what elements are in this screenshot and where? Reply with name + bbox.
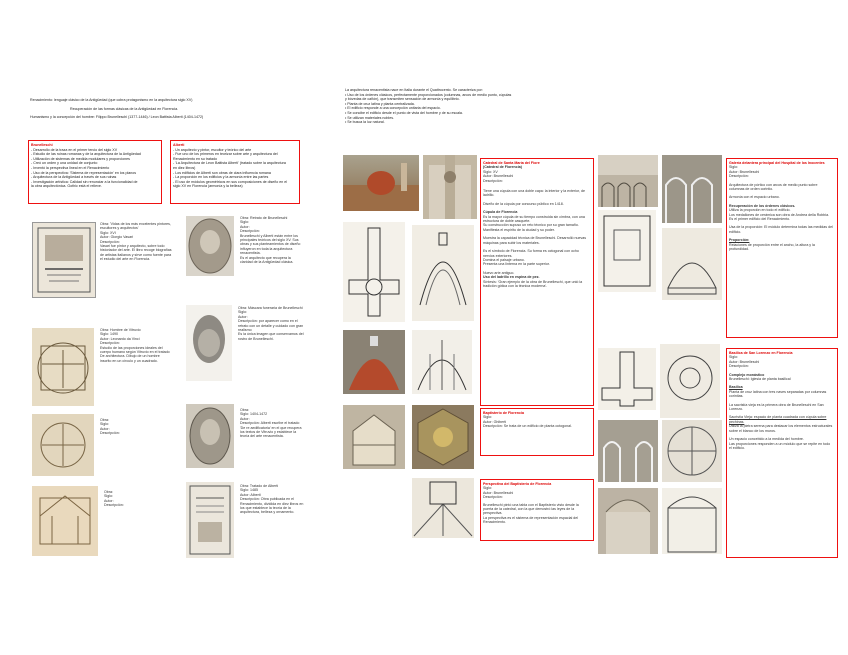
caption-line: Siglo: 1404-1472 [240, 412, 268, 417]
baptistery-interior-image [412, 405, 474, 469]
hospital-elevation-image [662, 228, 722, 300]
body-line: Diseño de la cúpula por concurso público en 1418. [483, 201, 564, 206]
box-line: la obra arquitectónica. Gothic está el relieve. [31, 184, 102, 189]
cathedral-text [483, 161, 589, 288]
body-line: Presenta una linterna en la parte superior. [483, 262, 550, 267]
hospital-plan-image [598, 210, 656, 292]
architecture-drawing-caption [104, 490, 164, 508]
caption-line: Siglo: 1490 [100, 332, 118, 337]
box-line: - Utilización de sistemas de medida modulares y proporciones [31, 156, 130, 161]
cathedral-title: Catedral de Santa María del Fiore [483, 161, 540, 165]
body-line: Sacristía Vieja: espacio de planta cuadrada con cúpula sobre pechinas. [729, 415, 827, 424]
architecture-drawing-image [32, 486, 98, 556]
body-line: Arquitectura de pórtico con arcos de medio punto sobre columnas de orden corintio. [729, 182, 818, 192]
body-line: Proporción: [729, 238, 750, 243]
perspective-text [483, 482, 589, 525]
right-intro [345, 88, 605, 125]
san-lorenzo-nave-image [598, 420, 658, 482]
treatise-caption [240, 484, 304, 515]
meta-line: Siglo: [729, 165, 738, 170]
box-line: - Arquitectura de la Antigüedad a través de sus ruinas [31, 175, 117, 180]
body-line: Los medallones de cerámica son obra de Andrea della Robbia. [729, 212, 830, 217]
meta-line: Descripción: [483, 178, 503, 183]
body-line: Síntesis: 'Gran ejemplo de la obra de Brunelleschi, que unió la tradición gótica con la técnica moderna'. [483, 279, 583, 288]
caption-line: Autor: Leonardo da Vinci [100, 336, 140, 341]
meta-line: Descripción: [729, 364, 749, 369]
body-line: Armonía con el espacio urbano. [729, 195, 780, 200]
box-line: - La proporción en los edificios y la armonía entre las partes [173, 175, 269, 180]
intro-line: • Se concibe el edificio desde el punto de vista del hombre y de su escala. [345, 110, 463, 115]
body-line: La perspectiva es el sistema de representación espacial del Renacimiento. [483, 515, 579, 525]
baptistery-photo-image [343, 405, 405, 469]
alberti-box [170, 140, 300, 204]
intro-line: Humanismo y la concepción del hombre: Filippo Brunelleschi (1377-1446) / Leon Battista Alberti (1404-1472) [30, 115, 204, 120]
dome-section-image [412, 225, 474, 321]
caption-line: Autor: Alberti [240, 492, 261, 497]
caption-line: Autor: Giorgio Vasari [100, 235, 134, 240]
san-lorenzo-section-image [660, 344, 720, 418]
caption-line: Descripción: [100, 341, 120, 346]
cathedral-plan-image [343, 222, 405, 322]
body-line: Usa de la proporción: El módulo determina todas las medidas del edificio. [729, 225, 833, 234]
body-line: Es la mayor cúpula de su tiempo construida sin cimbra, con una estructura de doble casquete. [483, 214, 585, 224]
caption-line: Autor: [240, 416, 250, 421]
body-line: Complejo monástico [729, 372, 765, 377]
meta-line: Descripción: Se trata de un edificio de planta octogonal. [483, 424, 572, 429]
box-line: - Investigación artística: Calidad sin renunciar a la funcionalidad de [31, 179, 138, 184]
sacristy-dome-image [662, 420, 722, 482]
drawing-caption [100, 418, 160, 436]
caption-line: Es la única imagen que conservamos del rostro de Brunelleschi. [238, 332, 304, 341]
body-line: Nuevo arte antiguo. [483, 270, 515, 275]
meta-line: Siglo: [729, 355, 738, 360]
caption-line: Descripción: [100, 431, 120, 436]
box-line: - El uso de módulos geométricos en sus composiciones de diseño en el [173, 179, 288, 184]
dome-photo-image [343, 330, 405, 394]
caption-line: Obra: 'Vidas de los más excelentes pintores, escultores y arquitectos' [100, 222, 171, 231]
caption-line: Brunelleschi y Alberti están entre los principales teóricos del siglo XV. Sus obras y sus planteamientos de diseño influyeron en toda la arquitectura renacentista. [240, 233, 301, 256]
caption-line: Obra: [240, 408, 249, 412]
cathedral-subtitle: (Catedral de Florencia) [483, 165, 522, 170]
baptistery-text [483, 411, 589, 429]
alberti-portrait-caption [240, 408, 304, 439]
intro-line: La arquitectura renacentista nace en Italia durante el Quattrocento. Se caracteriza por: [345, 88, 483, 92]
meta-line: Descripción: [483, 495, 503, 500]
meta-line: Siglo: [483, 486, 492, 491]
hospital-loggia-image [662, 155, 722, 223]
intro-line: • Se busca la luz natural. [345, 120, 385, 125]
box-line: - Inventó la perspectiva lineal en el Renacimiento [31, 165, 110, 170]
cathedral-facade-image [423, 155, 477, 219]
body-line: Brunelleschi: Iglesia de planta basilical [729, 377, 791, 382]
body-line: Es el primer edificio del Renacimiento. [729, 217, 791, 222]
intro-line: Recuperación de las formas clásicas de la Antigüedad en Florencia. [70, 106, 179, 111]
body-line: Uso del ladrillo en espina de pez. [483, 275, 540, 280]
meta-line: Autor: Brunelleschi [729, 169, 760, 174]
vitruvian-caption [100, 328, 172, 363]
vasari-caption [100, 222, 172, 262]
caption-line: Siglo: [238, 310, 247, 315]
intro-line: y bóvedas de cañón), que transmiten sensación de armonía y equilibrio. [345, 97, 460, 102]
intro-line: • Planta de cruz latina y planta centralizada. [345, 101, 415, 106]
caption-line: Obra: Tratado de Alberti [240, 484, 279, 488]
caption-line: Descripción: [100, 239, 120, 244]
body-line: Utiliza la proporción en todo el edificio. [729, 208, 791, 213]
caption-line: Autor: [238, 314, 248, 319]
caption-line: Obra: Hombre de Vitruvio [100, 328, 141, 332]
brunelleschi-medallion-image [186, 216, 234, 276]
box-line: - Uso de la perspectiva: 'Sistema de representación' en los planos [31, 170, 137, 175]
brunelleschi-box [28, 140, 162, 204]
caption-line: Autor: [240, 224, 250, 229]
alberti-portrait-image [186, 404, 234, 468]
box-line: - Creó un orden y una unidad de conjunto [31, 161, 98, 166]
box-line: - Los edificios de Alberti son obras de clara influencia romana [173, 170, 271, 175]
caption-line: Obra: [100, 418, 109, 422]
body-line: Recuperación de los órdenes clásicos. [729, 203, 796, 208]
body-line: Manifiesta el espíritu de la ciudad y su poder. [483, 227, 555, 232]
intro-line: • Uso de los órdenes clásicos, perfectamente proporcionados (columnas, arcos de medio punto, cúpulas [345, 92, 512, 97]
intro-line: • Se utilizan materiales nobles. [345, 115, 394, 120]
body-line: Tiene una cúpula con una doble capa: la interior y la exterior, de ladrillo. [483, 189, 585, 198]
meta-line: Siglo: [483, 415, 492, 420]
vitruvian-man-image [32, 328, 94, 406]
body-line: Brunelleschi pintó una tabla con el Baptisterio visto desde la puerta de la catedral, con la que demostró las leyes de la perspectiva. [483, 502, 579, 516]
death-mask-image [186, 305, 232, 381]
vasari-book-image [32, 222, 96, 298]
san-lorenzo-elevation-image [662, 488, 722, 554]
intro-line: Renacimiento: lenguaje clásico de la Antigüedad (que cobra protagonismo en la arquitectura siglo XV) [30, 98, 193, 102]
body-line: Las proporciones responden a un módulo que se repite en todo el edificio. [729, 441, 831, 450]
caption-line: Obra: Máscara funeraria de Brunelleschi [238, 306, 303, 310]
medallion-caption [240, 216, 302, 264]
caption-line: Autor: [100, 426, 110, 431]
caption-line: Estudio de las proporciones ideales del cuerpo humano según Vitruvio en el tratado De architectura. Dibujo de un hombre inscrito en un círculo y un cuadrado. [100, 345, 170, 363]
dome-structure-image [412, 330, 472, 394]
death-mask-caption [238, 306, 304, 341]
intro [30, 98, 300, 120]
box-line: - Desarrollo de la traza en el primer tercio del siglo XV [31, 147, 118, 152]
san-lorenzo-plan-image [598, 348, 656, 410]
body-line: Un espacio concebido a la medida del hombre. [729, 437, 804, 442]
baptistery-title: Baptisterio de Florencia [483, 411, 524, 415]
perspective-title: Perspectiva del Baptisterio de Florencia [483, 482, 552, 486]
meta-line: Autor: Brunelleschi [729, 359, 760, 364]
caption-line: Obra: Retrato de Brunelleschi [240, 216, 288, 220]
meta-line: Siglo: XV [483, 169, 498, 174]
caption-line: Obra: [104, 490, 113, 494]
caption-line: Vasari fue pintor y arquitecto, sobre todo historiador del arte. El libro recoge biografías de artistas italianos y sirve como fuente para el estudio del arte en Florencia. [100, 244, 172, 262]
caption-line: Siglo: XVI [100, 230, 116, 235]
caption-line: Descripción: por aparecer como en el retrato con un detalle y cuidado con gran realismo [238, 319, 304, 333]
body-line: Su construcción supuso un reto técnico por su gran tamaño. [483, 223, 579, 228]
box-line: - Estudio de las ruinas romanas y de la arquitectura de la Antigüedad [31, 152, 141, 157]
florence-skyline-image [343, 155, 419, 211]
caption-line: Siglo: [240, 220, 249, 225]
drawing-image [32, 414, 94, 476]
caption-line: Siglo: [100, 422, 109, 427]
caption-line: Es el arquitecto que recupera la claridad de la Antigüedad clásica. [240, 255, 294, 265]
treatise-page-image [186, 482, 234, 558]
box-line: siglo XV en Florencia (armonía y la belleza) [173, 184, 243, 189]
body-line: Es el símbolo de Florencia. Su forma es octogonal con ocho nervios exteriores. [483, 249, 579, 258]
body-line: Domina el paisaje urbano. [483, 257, 525, 262]
body-line: Planta de cruz latina con tres naves separadas por columnas corintias. [729, 389, 827, 399]
meta-line: Autor: Brunelleschi [483, 490, 514, 495]
hospital-facade-image [598, 155, 658, 207]
box-line: - Fue uno de los primeros en teorizar sobre arte y arquitectura del [173, 152, 278, 157]
hospital-text [729, 161, 833, 252]
caption-line: Descripción: Obra publicada en el Renacimiento, dividida en diez libros en los que establece la teoría de la arquitectura, belleza y ornamento. [240, 497, 304, 515]
perspective-image [412, 478, 474, 538]
box-line: en diez libros) [173, 165, 196, 170]
caption-line: Descripción: [104, 503, 124, 508]
caption-line: Autor: [104, 498, 114, 503]
body-line: Muestra la capacidad técnica de Brunelleschi. Desarrolló nuevas máquinas para subir los materiales. [483, 236, 587, 245]
caption-line: Siglo: 1485 [240, 488, 258, 493]
body-line: Utiliza la pietra serena para destacar los elementos estructurales sobre el blanco de los muros. [729, 424, 833, 433]
body-line: Cúpula de Florencia [483, 210, 518, 215]
san-lorenzo-text [729, 351, 833, 450]
hospital-title: Galería delantera principal del Hospital de los Inocentes [729, 161, 825, 165]
caption-line: Siglo: [104, 494, 113, 499]
box-title: Brunelleschi [31, 143, 53, 147]
intro-line: • El edificio responde a una concepción unitaria del espacio. [345, 106, 441, 111]
meta-line: Autor: Ghiberti [483, 419, 507, 424]
meta-line: Autor: Brunelleschi [483, 174, 514, 179]
caption-line: Descripción: Alberti escribe el tratado 'De re aedificatoria' en el que recupera los textos de Vitruvio y establece la teoría del arte renacentista. [240, 421, 302, 439]
body-line: Basílica [729, 385, 743, 390]
sacristy-interior-image [598, 488, 658, 554]
san-lorenzo-title: Basílica de San Lorenzo en Florencia [729, 351, 793, 355]
body-line: Relaciones de proporción entre el ancho, la altura y la profundidad. [729, 242, 815, 252]
box-title: Alberti [173, 143, 185, 147]
box-line: - Un arquitecto y pintor, escultor y teórico del arte [173, 147, 252, 152]
caption-line: Descripción: [240, 229, 260, 234]
meta-line: Descripción: [729, 174, 749, 179]
body-line: La sacristía vieja es la primera obra de Brunelleschi en San Lorenzo. [729, 402, 824, 412]
box-line: - 'La Arquitectura de Leon Battista Alberti' (tratado sobre la arquitectura [173, 161, 286, 166]
box-line: Renacimiento en su tratado [173, 156, 217, 161]
